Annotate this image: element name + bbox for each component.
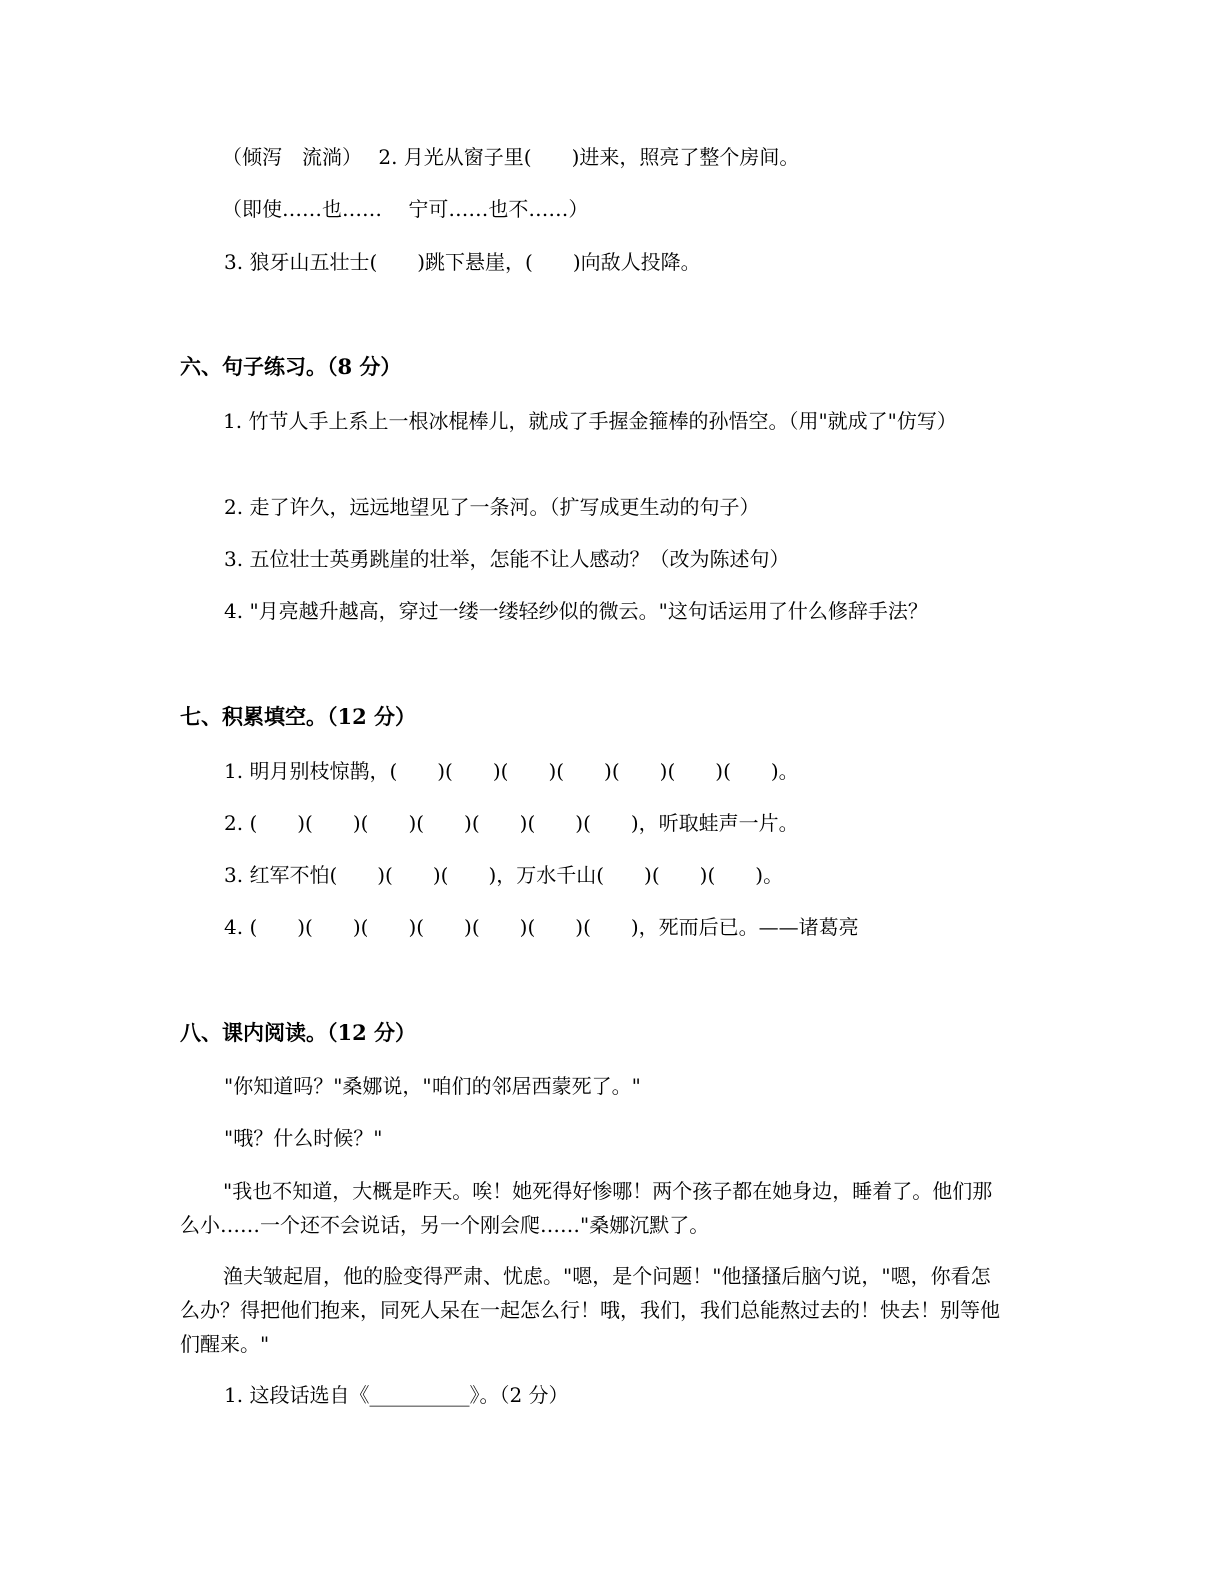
poem-fill-3: 3. 红军不怕( )( )( )，万水千山( )( )( )。 xyxy=(224,863,784,887)
sentence-question-3: 3. 五位壮士英勇跳崖的壮举，怎能不让人感动？（改为陈述句） xyxy=(224,547,790,571)
reading-paragraph-1: "你知道吗？"桑娜说，"咱们的邻居西蒙死了。" xyxy=(224,1074,641,1098)
sentence-question-2: 2. 走了许久，远远地望见了一条河。（扩写成更生动的句子） xyxy=(224,495,760,519)
sentence-question-4: 4. "月亮越升越高，穿过一缕一缕轻纱似的微云。"这句话运用了什么修辞手法？ xyxy=(224,599,928,623)
poem-fill-2: 2. ( )( )( )( )( )( )( )，听取蛙声一片。 xyxy=(224,811,799,835)
fill-question-3: 3. 狼牙山五壮士( )跳下悬崖，( )向敌人投降。 xyxy=(224,250,701,274)
section-heading-6: 六、句子练习。（8 分） xyxy=(180,354,402,379)
reading-paragraph-2: "哦？什么时候？" xyxy=(224,1126,383,1150)
section-heading-8: 八、课内阅读。（12 分） xyxy=(180,1020,417,1045)
reading-paragraph-4: 渔夫皱起眉，他的脸变得严肃、忧虑。"嗯，是个问题！"他搔搔后脑勺说，"嗯，你看怎么办？得把他们抱来，同死人呆在一起怎么行！哦，我们，我们总能熬过去的！快去！别等他们醒来。" xyxy=(180,1264,1000,1356)
poem-fill-4: 4. ( )( )( )( )( )( )( )，死而后已。——诸葛亮 xyxy=(224,915,859,939)
reading-question-1: 1. 这段话选自《__________》。（2 分） xyxy=(224,1383,569,1407)
conjunction-options: （即使……也…… 宁可……也不……） xyxy=(222,197,589,221)
reading-paragraph-3: "我也不知道，大概是昨天。唉！她死得好惨哪！两个孩子都在她身边，睡着了。他们那么小……一个还不会说话，另一个刚会爬……"桑娜沉默了。 xyxy=(180,1179,993,1237)
poem-fill-1: 1. 明月别枝惊鹊，( )( )( )( )( )( )( )。 xyxy=(224,759,799,783)
word-choice-line: （倾泻 流淌） 2. 月光从窗子里( )进来，照亮了整个房间。 xyxy=(222,145,800,169)
sentence-question-1: 1. 竹节人手上系上一根冰棍棒儿，就成了手握金箍棒的孙悟空。（用"就成了"仿写） xyxy=(223,409,957,433)
section-heading-7: 七、积累填空。（12 分） xyxy=(180,704,417,729)
